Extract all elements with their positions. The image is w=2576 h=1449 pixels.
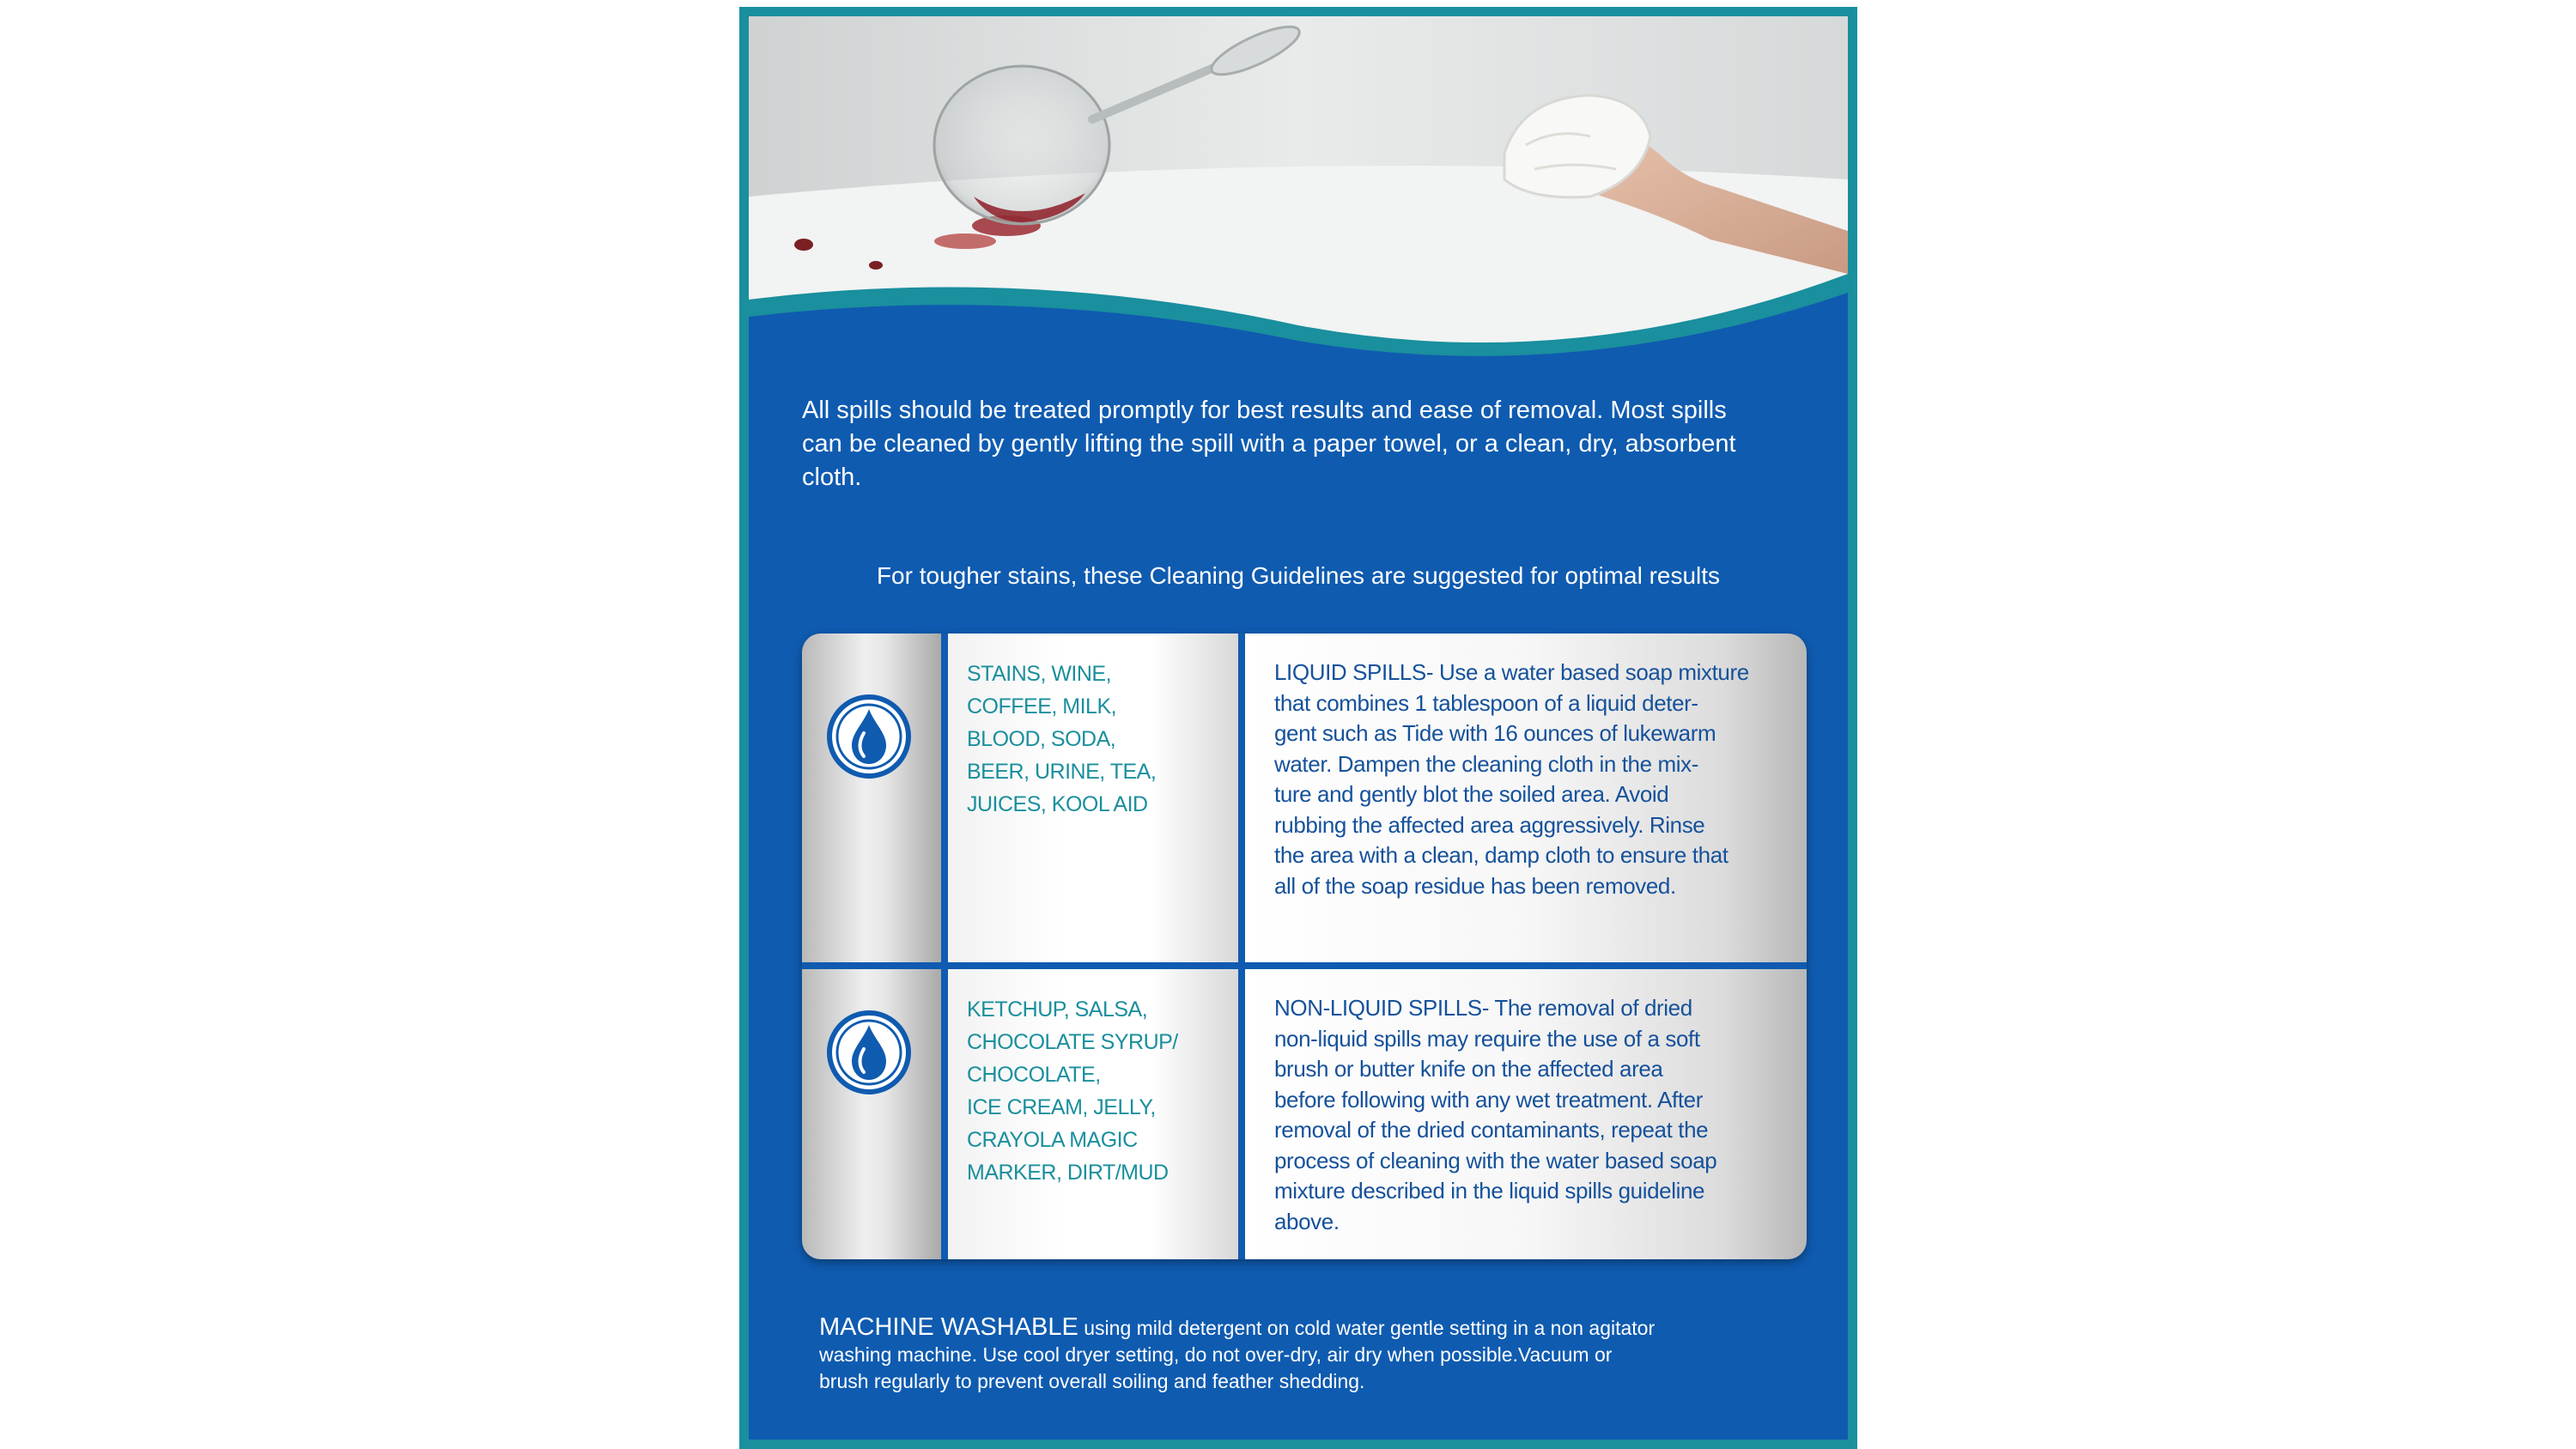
instructions-text (1274, 658, 1777, 901)
instructions-line: ture and gently blot the soiled area. Avoid (1274, 781, 1669, 807)
stain-types-line: BEER, URINE, TEA, (967, 760, 1157, 784)
care-card (739, 7, 1857, 1449)
stain-types-line: BLOOD, SODA, (967, 727, 1116, 751)
instructions-line: above. (1274, 1208, 1340, 1234)
stain-types-list (967, 658, 1223, 821)
intro-paragraph (802, 394, 1798, 494)
instructions-line: non-liquid spills may require the use of a soft (1274, 1025, 1700, 1052)
instructions-line: brush or butter knife on the affected area (1274, 1056, 1663, 1082)
stain-types-list (967, 993, 1223, 1189)
instructions-cell (1245, 634, 1807, 962)
instructions-heading: LIQUID SPILLS- (1274, 659, 1434, 685)
instructions-line: before following with any wet treatment. After (1274, 1086, 1703, 1113)
instructions-line: all of the soap residue has been removed. (1274, 872, 1676, 899)
instructions-text (1274, 993, 1777, 1237)
stain-types-line: COFFEE, MILK, (967, 694, 1117, 718)
footer-line-text: using mild detergent on cold water gentle setting in a non agitator (1078, 1317, 1656, 1339)
instructions-line: process of cleaning with the water based soap (1274, 1147, 1717, 1173)
instructions-line: that combines 1 tablespoon of a liquid deter- (1274, 689, 1698, 716)
footer-line (819, 1314, 1807, 1342)
instructions-line-text: The removal of dried (1488, 995, 1692, 1021)
cleaning-guidelines-table (802, 634, 1807, 1259)
guideline-icon-cell (802, 969, 941, 1259)
instructions-line (1274, 658, 1777, 688)
stain-types-line: STAINS, WINE, (967, 662, 1112, 686)
footer-line: brush regularly to prevent overall soiling and feather shedding. (819, 1370, 1365, 1392)
instructions-line-text: Use a water based soap mixture (1433, 659, 1749, 685)
water-drop-icon (826, 1009, 912, 1095)
instructions-line: removal of the dried contaminants, repeat the (1274, 1117, 1709, 1143)
guideline-row-liquid (802, 634, 1807, 962)
care-card-body (749, 16, 1848, 1440)
stain-types-line: MARKER, DIRT/MUD (967, 1161, 1169, 1185)
stain-types-line: CHOCOLATE SYRUP/ (967, 1030, 1178, 1054)
stain-types-cell (948, 969, 1238, 1259)
machine-washable-heading: MACHINE WASHABLE (819, 1313, 1078, 1341)
stain-types-line: CHOCOLATE, (967, 1063, 1101, 1087)
intro-line: can be cleaned by gently lifting the spill with a paper towel, or a clean, dry, absorbent (802, 430, 1736, 458)
instructions-heading: NON-LIQUID SPILLS- (1274, 995, 1489, 1021)
stain-types-line: ICE CREAM, JELLY, (967, 1095, 1156, 1119)
instructions-line: rubbing the affected area aggressively. Rinse (1274, 811, 1705, 838)
instructions-line: the area with a clean, damp cloth to ensure that (1274, 842, 1728, 868)
intro-line: All spills should be treated promptly for best results and ease of removal. Most spills (802, 397, 1727, 424)
stain-types-cell (948, 634, 1238, 962)
instructions-line: water. Dampen the cleaning cloth in the mix- (1274, 750, 1698, 777)
stain-types-line: JUICES, KOOL AID (967, 792, 1148, 816)
footer-line: washing machine. Use cool dryer setting, do not over-dry, air dry when possible.Vacuum or (819, 1343, 1613, 1366)
guideline-row-non-liquid (802, 969, 1807, 1259)
machine-washable-note (819, 1314, 1807, 1395)
guideline-icon-cell (802, 634, 941, 962)
stain-types-line: KETCHUP, SALSA, (967, 997, 1148, 1022)
instructions-line: mixture described in the liquid spills guideline (1274, 1178, 1705, 1203)
wave-divider (749, 16, 1848, 360)
instructions-line: gent such as Tide with 16 ounces of lukewarm (1274, 720, 1716, 746)
stain-types-line: CRAYOLA MAGIC (967, 1128, 1138, 1152)
guidelines-heading: For tougher stains, these Cleaning Guidelines are suggested for optimal results (876, 562, 1721, 589)
intro-line: cloth. (802, 464, 862, 491)
spill-photo (749, 16, 1848, 360)
instructions-line (1274, 993, 1777, 1024)
water-drop-icon (826, 694, 912, 779)
instructions-cell (1245, 969, 1807, 1259)
